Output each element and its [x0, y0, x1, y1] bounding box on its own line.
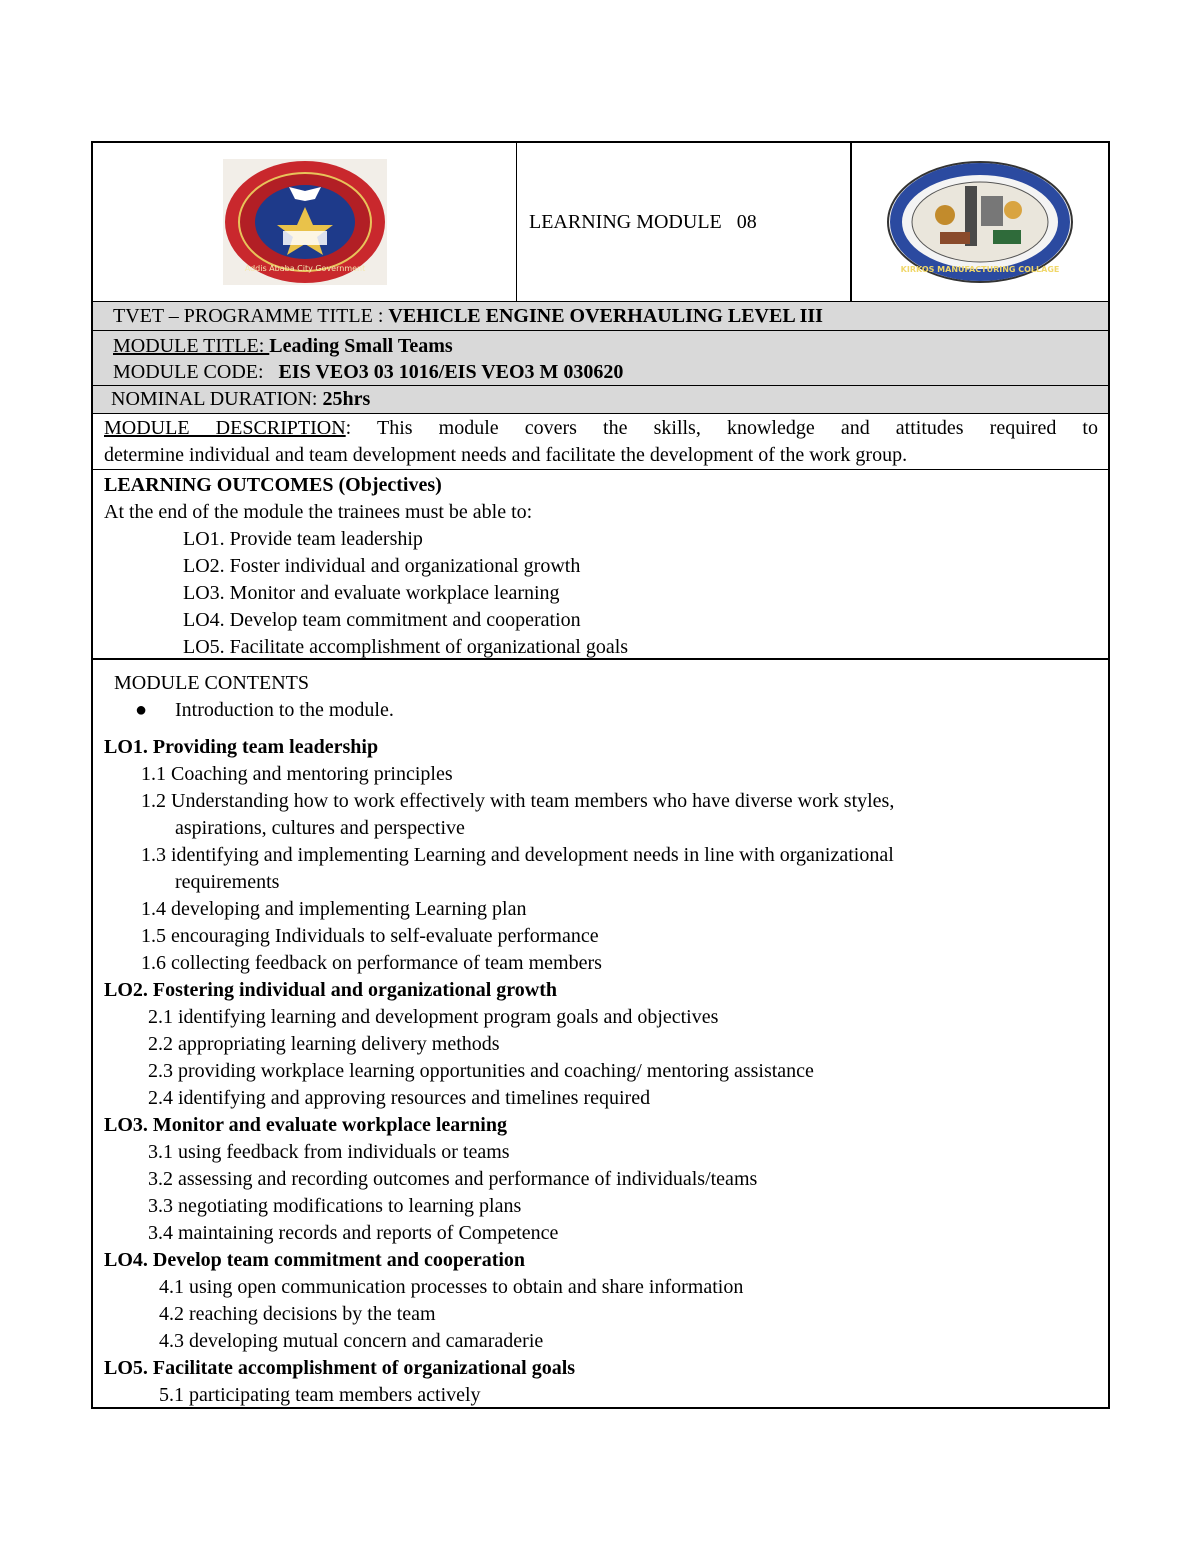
module-description-row: [93, 414, 1108, 470]
lo2-item: 2.3 providing workplace learning opportunities and coaching/ mentoring assistance: [148, 1060, 814, 1082]
bullet-icon: ●: [135, 699, 148, 721]
outcome-item: LO1. Provide team leadership: [183, 528, 423, 550]
module-contents-section: [93, 660, 1108, 1409]
header-row: [93, 143, 1108, 302]
module-number-cell: [517, 143, 852, 301]
lo5-heading: LO5. Facilitate accomplishment of organizational goals: [104, 1357, 576, 1379]
module-title-row: [93, 331, 1108, 386]
module-code-value: EIS VEO3 03 1016/EIS VEO3 M 030620: [278, 361, 624, 383]
intro-bullet-text: Introduction to the module.: [175, 699, 394, 721]
programme-title-value: VEHICLE ENGINE OVERHAULING LEVEL III: [388, 305, 823, 327]
description-label: MODULE DESCRIPTION: [104, 417, 346, 439]
addis-ababa-city-government-seal-icon: [223, 159, 387, 285]
lo2-item: 2.4 identifying and approving resources and timelines required: [148, 1087, 651, 1109]
description-line-1: : This module covers the skills, knowledge and attitudes required to: [345, 417, 1098, 439]
module-contents-heading: MODULE CONTENTS: [114, 672, 309, 694]
learning-outcomes-intro: At the end of the module the trainees must be able to:: [104, 501, 533, 523]
lo4-heading: LO4. Develop team commitment and cooperation: [104, 1249, 526, 1271]
lo1-item: 1.2 Understanding how to work effectively with team members who have diverse work styles,: [141, 790, 895, 812]
module-code-label: MODULE CODE:: [113, 361, 279, 383]
module-title-label: MODULE TITLE:: [113, 335, 270, 357]
svg-text:Addis Ababa City Government: Addis Ababa City Government: [244, 264, 365, 273]
learning-outcomes-row: [93, 470, 1108, 660]
lo4-item: 4.3 developing mutual concern and camaraderie: [159, 1330, 544, 1352]
lo1-item: 1.4 developing and implementing Learning plan: [141, 898, 527, 920]
lo1-item-continuation: aspirations, cultures and perspective: [175, 817, 465, 839]
right-logo-cell: [852, 143, 1108, 301]
lo4-item: 4.2 reaching decisions by the team: [159, 1303, 436, 1325]
lo4-item: 4.1 using open communication processes to obtain and share information: [159, 1276, 744, 1298]
svg-text:KIRKOS MANUFACTURING COLLAGE: KIRKOS MANUFACTURING COLLAGE: [900, 265, 1060, 274]
lo1-item: 1.3 identifying and implementing Learning and development needs in line with organizational: [141, 844, 894, 866]
lo3-heading: LO3. Monitor and evaluate workplace learning: [104, 1114, 507, 1136]
outcome-item: LO3. Monitor and evaluate workplace learning: [183, 582, 560, 604]
lo3-item: 3.3 negotiating modifications to learning plans: [148, 1195, 522, 1217]
lo1-item: 1.6 collecting feedback on performance of team members: [141, 952, 602, 974]
programme-title-row: [93, 302, 1108, 331]
lo2-heading: LO2. Fostering individual and organizational growth: [104, 979, 558, 1001]
module-title-value: Leading Small Teams: [269, 335, 453, 357]
outcome-item: LO4. Develop team commitment and cooperation: [183, 609, 581, 631]
lo3-item: 3.2 assessing and recording outcomes and performance of individuals/teams: [148, 1168, 758, 1190]
duration-value: 25hrs: [322, 388, 371, 410]
nominal-duration-row: [93, 386, 1108, 414]
lo3-item: 3.4 maintaining records and reports of Competence: [148, 1222, 559, 1244]
module-document: [91, 141, 1110, 1409]
lo2-item: 2.2 appropriating learning delivery methods: [148, 1033, 500, 1055]
outcome-item: LO5. Facilitate accomplishment of organizational goals: [183, 636, 629, 658]
lo1-item: 1.5 encouraging Individuals to self-evaluate performance: [141, 925, 599, 947]
lo1-heading: LO1. Providing team leadership: [104, 736, 379, 758]
description-line-2: determine individual and team development needs and facilitate the development of the work group.: [104, 444, 908, 466]
left-logo-cell: [93, 143, 517, 301]
learning-outcomes-heading: LEARNING OUTCOMES (Objectives): [104, 474, 442, 496]
outcome-item: LO2. Foster individual and organizational growth: [183, 555, 581, 577]
lo3-item: 3.1 using feedback from individuals or teams: [148, 1141, 510, 1163]
intro-bullet-item: [104, 697, 1098, 724]
lo2-item: 2.1 identifying learning and development program goals and objectives: [148, 1006, 719, 1028]
lo1-item-continuation: requirements: [175, 871, 280, 893]
programme-title-label: TVET – PROGRAMME TITLE :: [113, 305, 389, 327]
lo5-item: 5.1 participating team members actively: [159, 1384, 481, 1406]
module-number-label: LEARNING MODULE 08: [529, 210, 757, 233]
kirkos-manufacturing-college-seal-icon: [885, 160, 1075, 284]
lo1-item: 1.1 Coaching and mentoring principles: [141, 763, 453, 785]
duration-label: NOMINAL DURATION:: [111, 388, 323, 410]
